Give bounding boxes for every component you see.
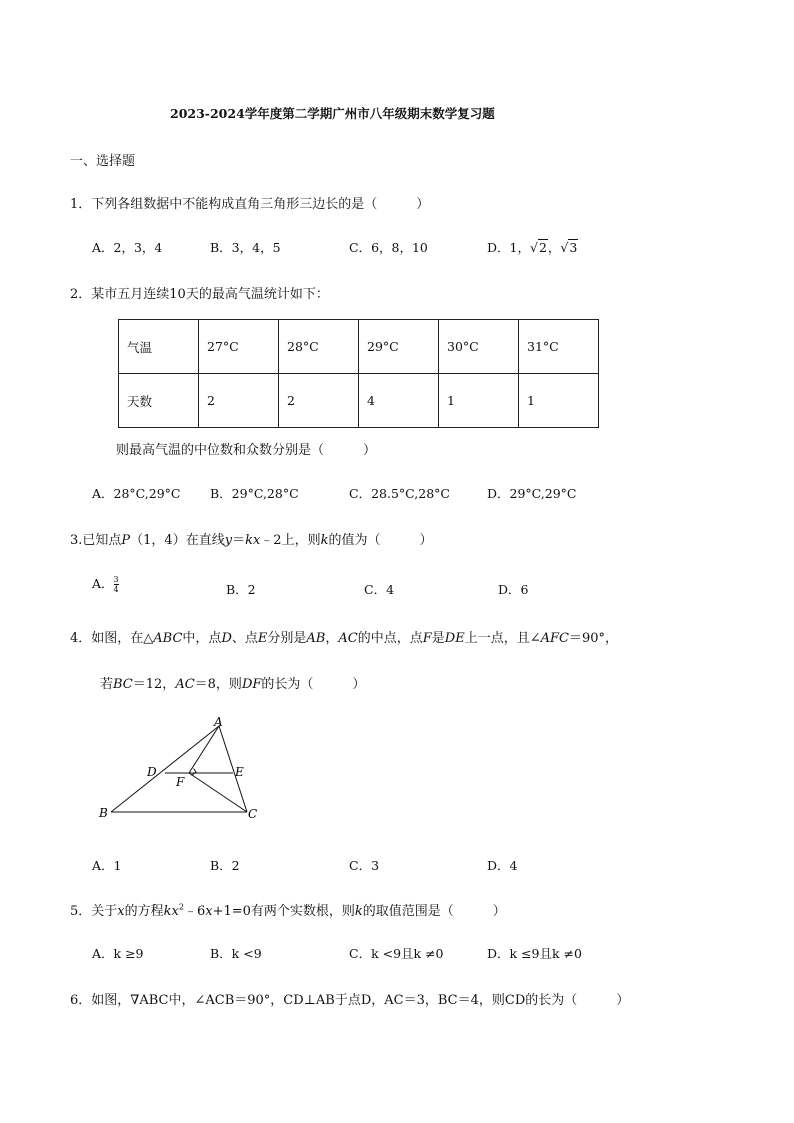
q5-option-b: B．k <9 xyxy=(210,946,262,961)
q3-option-a xyxy=(92,574,119,594)
q4-text: 4．如图，在△ xyxy=(70,631,154,646)
q2-option-d: D．29°C,29°C xyxy=(487,486,577,501)
fraction-denominator: 4 xyxy=(113,585,119,594)
q1-d-sep: ， xyxy=(547,240,561,255)
table-cell: 30°C xyxy=(439,320,519,374)
table-cell: 1 xyxy=(439,374,519,428)
q2-option-c: C．28.5°C,28°C xyxy=(349,486,450,501)
table-row-days xyxy=(119,374,599,428)
q5-var: kx xyxy=(163,904,179,919)
q4-text: 是 xyxy=(431,631,445,646)
table-cell: 1 xyxy=(519,374,599,428)
q4-var: AC xyxy=(338,631,358,646)
label-c: C xyxy=(248,807,258,821)
table-cell: 28°C xyxy=(279,320,359,374)
q5-option-c: C．k <9且k ≠0 xyxy=(349,946,444,961)
q4-text: ＝8，则 xyxy=(194,677,242,692)
q1-d-sqrt-1: 2 xyxy=(538,240,547,255)
q5-text: 的方程 xyxy=(124,904,164,919)
q4-text: 的中点，点 xyxy=(357,631,423,646)
q3-var: y xyxy=(224,533,233,548)
table-row-header xyxy=(119,320,599,374)
q2-option-a: A．28°C,29°C xyxy=(92,486,181,501)
q5-var: x xyxy=(117,904,125,919)
label-b: B xyxy=(99,806,108,820)
q4-var: F xyxy=(422,631,432,646)
q5-text: +1=0有两个实数根，则 xyxy=(212,904,355,919)
q4-var: D xyxy=(221,631,232,646)
q4-option-d: D．4 xyxy=(487,858,518,873)
q4-option-a: A．1 xyxy=(92,858,122,873)
q3-var: P xyxy=(121,533,131,548)
q4-text: ＝90°， xyxy=(568,631,619,646)
q4-text: ＝12， xyxy=(132,677,176,692)
q4-text: 中，点 xyxy=(182,631,222,646)
label-a: A xyxy=(214,715,223,729)
q3-text: 3.已知点 xyxy=(70,533,122,548)
section-heading: 一、选择题 xyxy=(70,154,136,169)
table-cell: 29°C xyxy=(359,320,439,374)
q3-a-prefix: A． xyxy=(92,576,114,591)
q4-text: ， xyxy=(325,631,339,646)
question-4-stem xyxy=(70,627,618,646)
question-3-stem xyxy=(70,529,432,548)
q3-option-c: C．4 xyxy=(364,582,395,597)
q4-var: DE xyxy=(444,631,465,646)
q1-option-b: B．3，4，5 xyxy=(210,240,281,255)
q4-option-b: B．2 xyxy=(210,858,240,873)
table-cell: 4 xyxy=(359,374,439,428)
q5-exponent: 2 xyxy=(178,902,184,912)
q3-var: kx xyxy=(245,533,261,548)
table-cell: 气温 xyxy=(119,320,199,374)
table-cell: 2 xyxy=(199,374,279,428)
question-2-stem: 2．某市五月连续10天的最高气温统计如下： xyxy=(70,287,329,302)
q2-option-b: B．29°C,28°C xyxy=(210,486,299,501)
q3-text: 的值为（ ） xyxy=(328,533,433,548)
q3-text: ﹣2上，则 xyxy=(260,533,321,548)
document-title: 2023-2024学年度第二学期广州市八年级期末数学复习题 xyxy=(170,106,495,121)
q4-var: BC xyxy=(113,677,133,692)
q5-text: ﹣6 xyxy=(183,904,206,919)
label-f: F xyxy=(176,775,185,789)
q3-var: k xyxy=(320,533,329,548)
q3-option-d: D．6 xyxy=(498,582,529,597)
q4-text: 若 xyxy=(100,677,114,692)
q4-var: ABC xyxy=(153,631,183,646)
q4-text: 分别是 xyxy=(267,631,307,646)
segment-af xyxy=(189,726,219,773)
table-cell: 27°C xyxy=(199,320,279,374)
q5-text: 5．关于 xyxy=(70,904,118,919)
q5-text: 的取值范围是（ ） xyxy=(362,904,506,919)
q1-option-a: A．2，3，4 xyxy=(92,240,163,255)
triangle-figure xyxy=(90,712,280,827)
q3-text: （1，4）在直线 xyxy=(130,533,225,548)
table-cell: 2 xyxy=(279,374,359,428)
q3-text: ＝ xyxy=(232,533,246,548)
q1-d-prefix: D．1， xyxy=(487,240,530,255)
fraction-numerator: 3 xyxy=(113,575,119,584)
q5-option-a: A．k ≥9 xyxy=(92,946,144,961)
fraction xyxy=(114,575,119,594)
q4-var: E xyxy=(257,631,268,646)
q4-var: AC xyxy=(175,677,195,692)
q4-option-c: C．3 xyxy=(349,858,380,873)
question-4-condition xyxy=(100,673,365,692)
q4-text: 、点 xyxy=(231,631,258,646)
q4-text: 的长为（ ） xyxy=(261,677,366,692)
right-angle-mark xyxy=(192,769,197,776)
question-2-followup: 则最高气温的中位数和众数分别是（ ） xyxy=(116,443,377,458)
q4-var: AB xyxy=(306,631,326,646)
q4-text: 上一点，且∠ xyxy=(464,631,541,646)
question-6-stem: 6．如图，∇ABC中，∠ACB＝90°，CD⊥AB于点D，AC＝3，BC＝4，则CD的长为（ ） xyxy=(70,993,630,1008)
q1-d-sqrt-2: 3 xyxy=(569,240,578,255)
question-5-stem xyxy=(70,900,506,919)
question-1-stem: 1．下列各组数据中不能构成直角三角形三边长的是（ ） xyxy=(70,197,430,212)
q5-var: k xyxy=(354,904,363,919)
table-cell: 天数 xyxy=(119,374,199,428)
table-cell: 31°C xyxy=(519,320,599,374)
q1-option-d: D．1，√2，√3 xyxy=(487,240,578,255)
segment-ab xyxy=(111,726,219,812)
label-d: D xyxy=(147,765,157,779)
q5-option-d: D．k ≤9且k ≠0 xyxy=(487,946,582,961)
q4-var: AFC xyxy=(540,631,569,646)
q3-option-b: B．2 xyxy=(226,582,256,597)
q4-var: DF xyxy=(241,677,262,692)
q1-option-c: C．6，8，10 xyxy=(349,240,428,255)
temperature-table xyxy=(118,319,599,428)
q5-var: x xyxy=(205,904,213,919)
label-e: E xyxy=(235,765,244,779)
